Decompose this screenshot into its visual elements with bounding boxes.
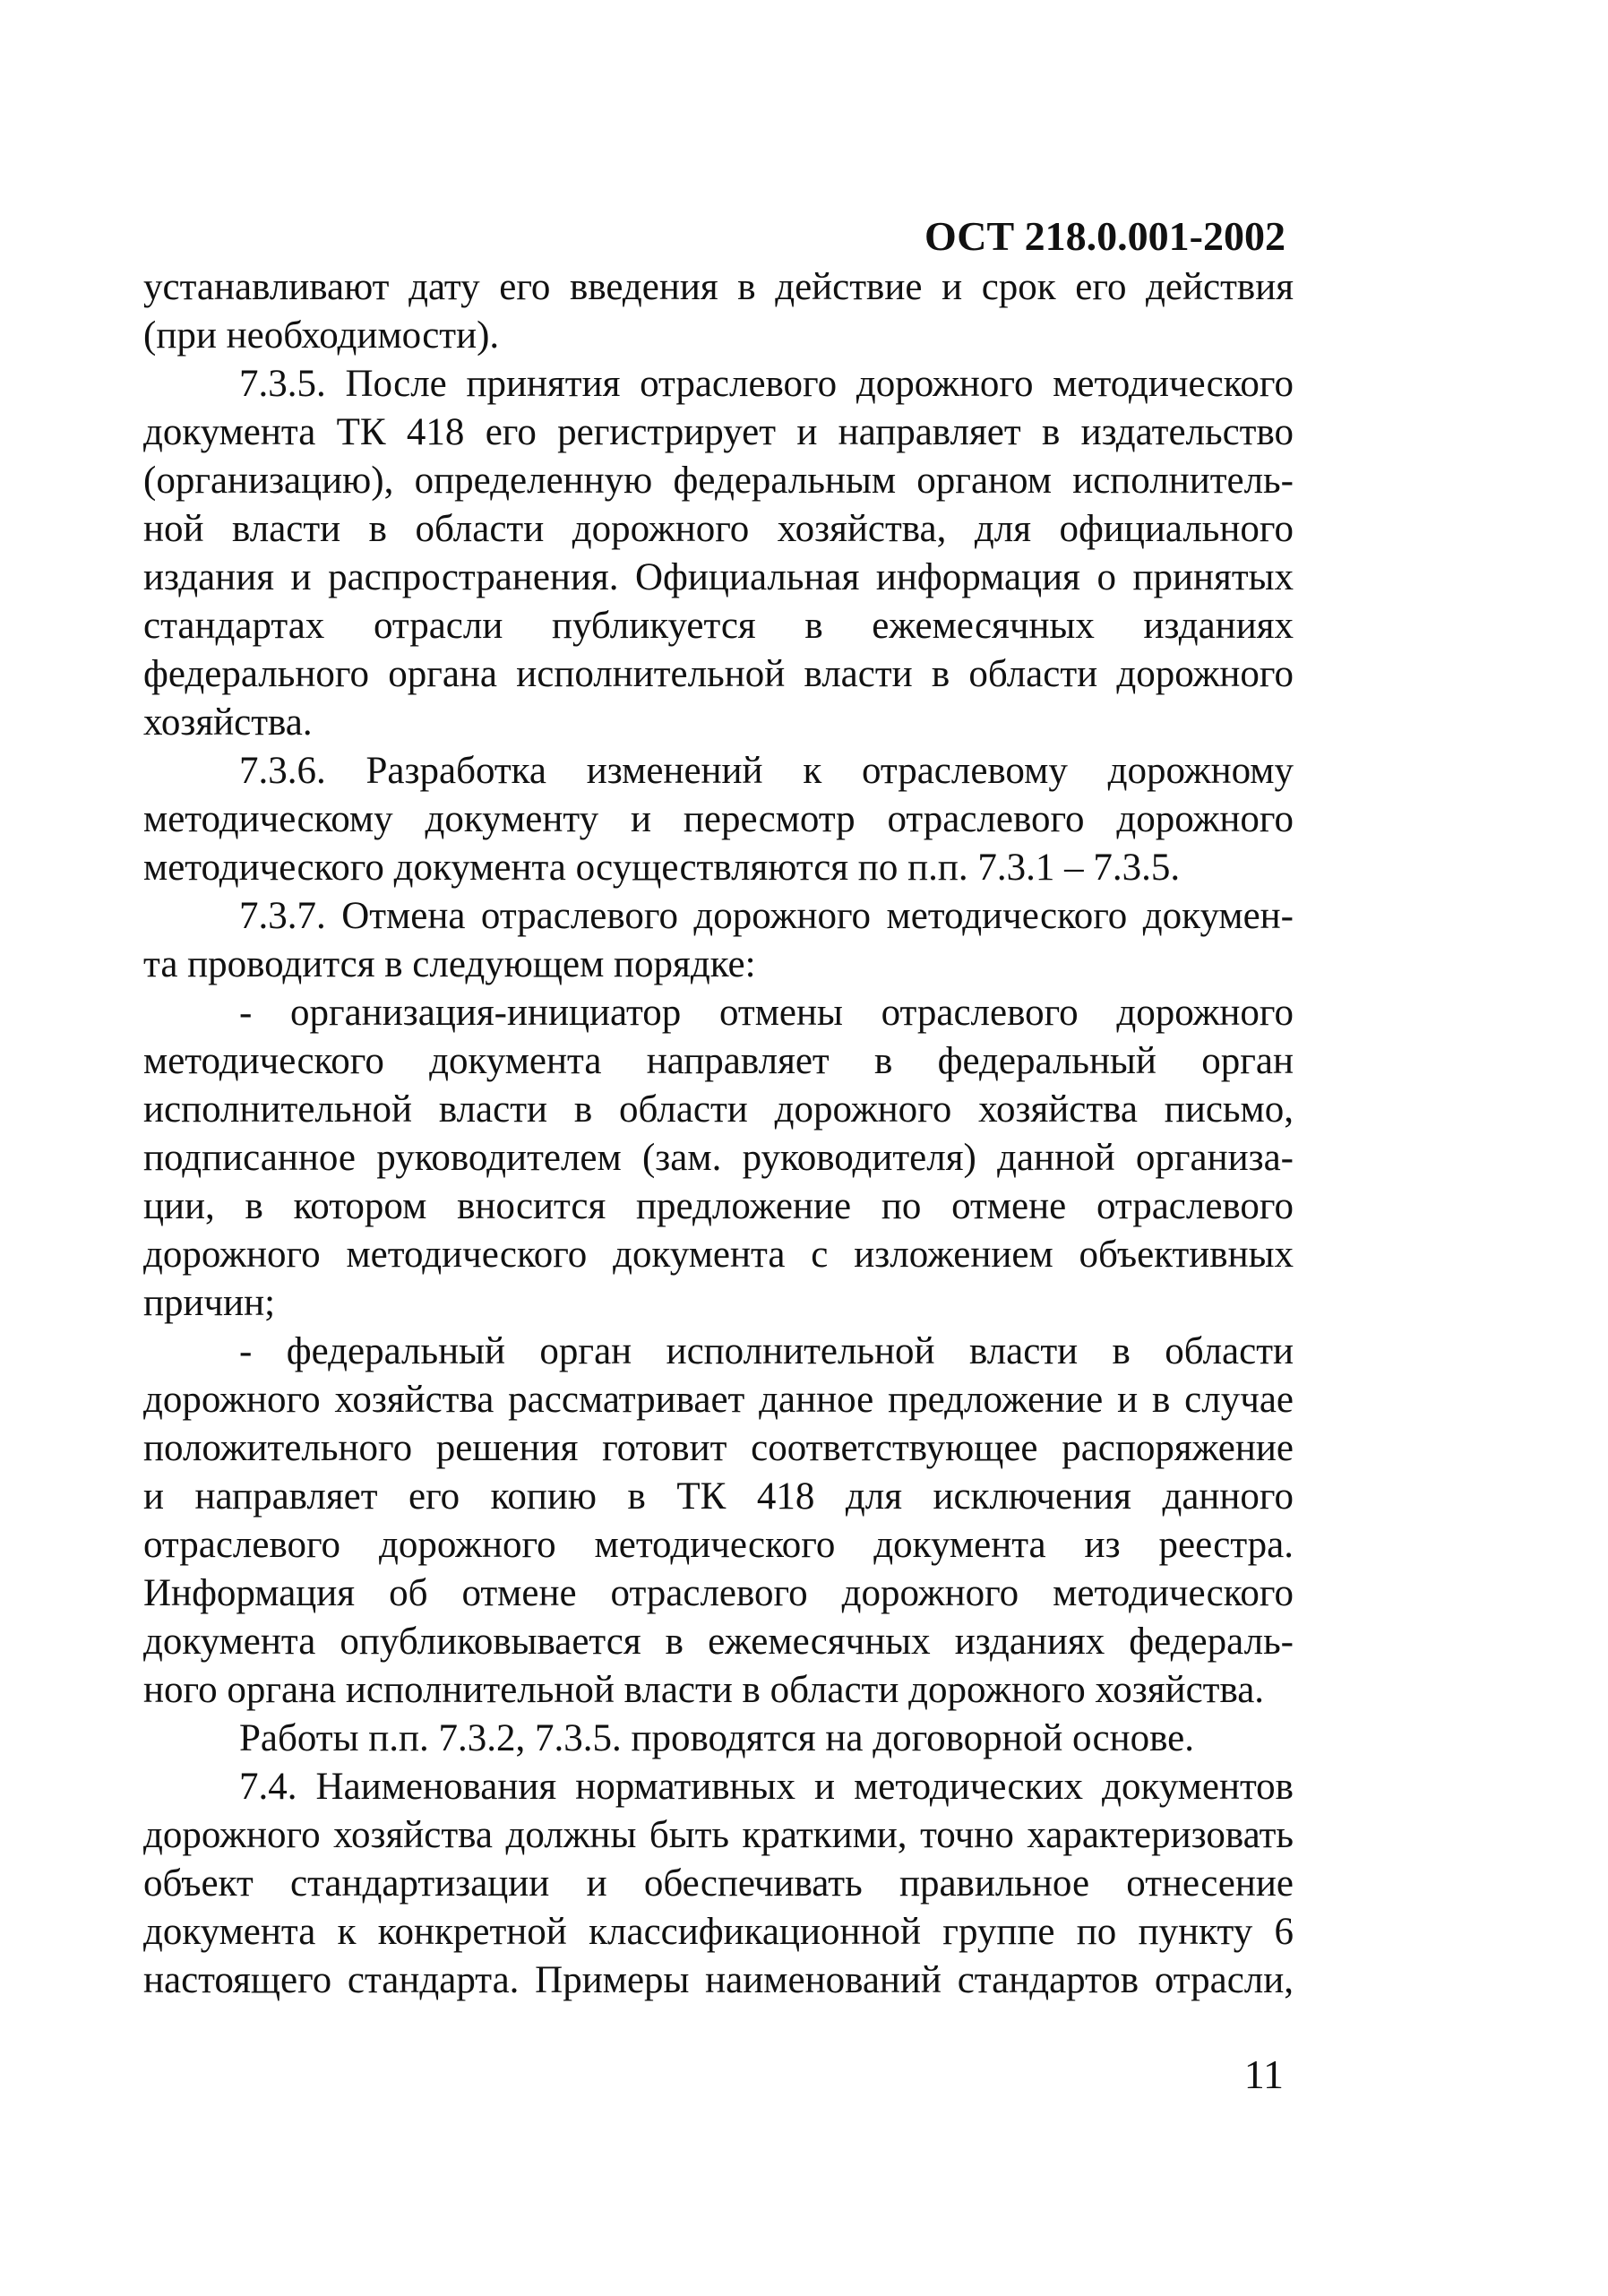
text-line: подписанное руководителем (зам. руководителя) данной организа-: [143, 1137, 1294, 1179]
text-line: устанавливают дату его введения в действие и срок его действия: [143, 266, 1294, 308]
text-line: 7.3.6. Разработка изменений к отраслевому дорожному: [239, 750, 1294, 792]
text-line: ции, в котором вносится предложение по отмене отраслевого: [143, 1185, 1294, 1227]
text-line: положительного решения готовит соответствующее распоряжение: [143, 1427, 1294, 1469]
text-line: исполнительной власти в области дорожного хозяйства письмо,: [143, 1088, 1294, 1131]
text-line: методического документа осуществляются по п.п. 7.3.1 – 7.3.5.: [143, 847, 1181, 889]
text-line: отраслевого дорожного методического документа из реестра.: [143, 1524, 1294, 1566]
text-line: стандартах отрасли публикуется в ежемесячных изданиях: [143, 605, 1294, 647]
text-line: ной власти в области дорожного хозяйства, для официального: [143, 508, 1294, 550]
text-line: Информация об отмене отраслевого дорожного методического: [143, 1572, 1294, 1614]
text-line: хозяйства.: [143, 701, 313, 744]
text-line: методического документа направляет в федеральный орган: [143, 1040, 1294, 1082]
text-line: настоящего стандарта. Примеры наименований стандартов отрасли,: [143, 1959, 1294, 2001]
text-line: - организация-инициатор отмены отраслевого дорожного: [239, 992, 1294, 1034]
text-line: дорожного хозяйства должны быть краткими, точно характеризовать: [143, 1814, 1294, 1856]
text-line: та проводится в следующем порядке:: [143, 943, 756, 985]
text-line: документа к конкретной классификационной группе по пункту 6: [143, 1911, 1294, 1953]
text-line: дорожного методического документа с изложением объективных: [143, 1234, 1294, 1276]
page-number: 11: [1243, 2051, 1284, 2097]
text-line: причин;: [143, 1282, 276, 1324]
text-line: дорожного хозяйства рассматривает данное предложение и в случае: [143, 1379, 1294, 1421]
text-line: 7.3.7. Отмена отраслевого дорожного методического докумен-: [239, 895, 1294, 937]
text-line: документа ТК 418 его регистрирует и направляет в издательство: [143, 411, 1294, 453]
document-body: [143, 263, 1294, 2005]
document-code-header: ОСТ 218.0.001-2002: [924, 213, 1286, 259]
text-line: документа опубликовывается в ежемесячных изданиях федераль-: [143, 1621, 1294, 1663]
text-line: - федеральный орган исполнительной власти в области: [239, 1330, 1294, 1372]
text-line: и направляет его копию в ТК 418 для исключения данного: [143, 1475, 1294, 1518]
text-line: (организацию), определенную федеральным органом исполнитель-: [143, 460, 1294, 502]
text-line: методическому документу и пересмотр отраслевого дорожного: [143, 798, 1294, 840]
text-line: издания и распространения. Официальная информация о принятых: [143, 556, 1294, 598]
text-line: 7.4. Наименования нормативных и методических документов: [239, 1766, 1294, 1808]
text-line: Работы п.п. 7.3.2, 7.3.5. проводятся на договорной основе.: [239, 1717, 1195, 1759]
text-line: объект стандартизации и обеспечивать правильное отнесение: [143, 1862, 1294, 1905]
text-line: (при необходимости).: [143, 314, 500, 357]
text-line: федерального органа исполнительной власти в области дорожного: [143, 653, 1294, 695]
text-line: ного органа исполнительной власти в области дорожного хозяйства.: [143, 1669, 1265, 1711]
text-line: 7.3.5. После принятия отраслевого дорожного методического: [239, 363, 1294, 405]
